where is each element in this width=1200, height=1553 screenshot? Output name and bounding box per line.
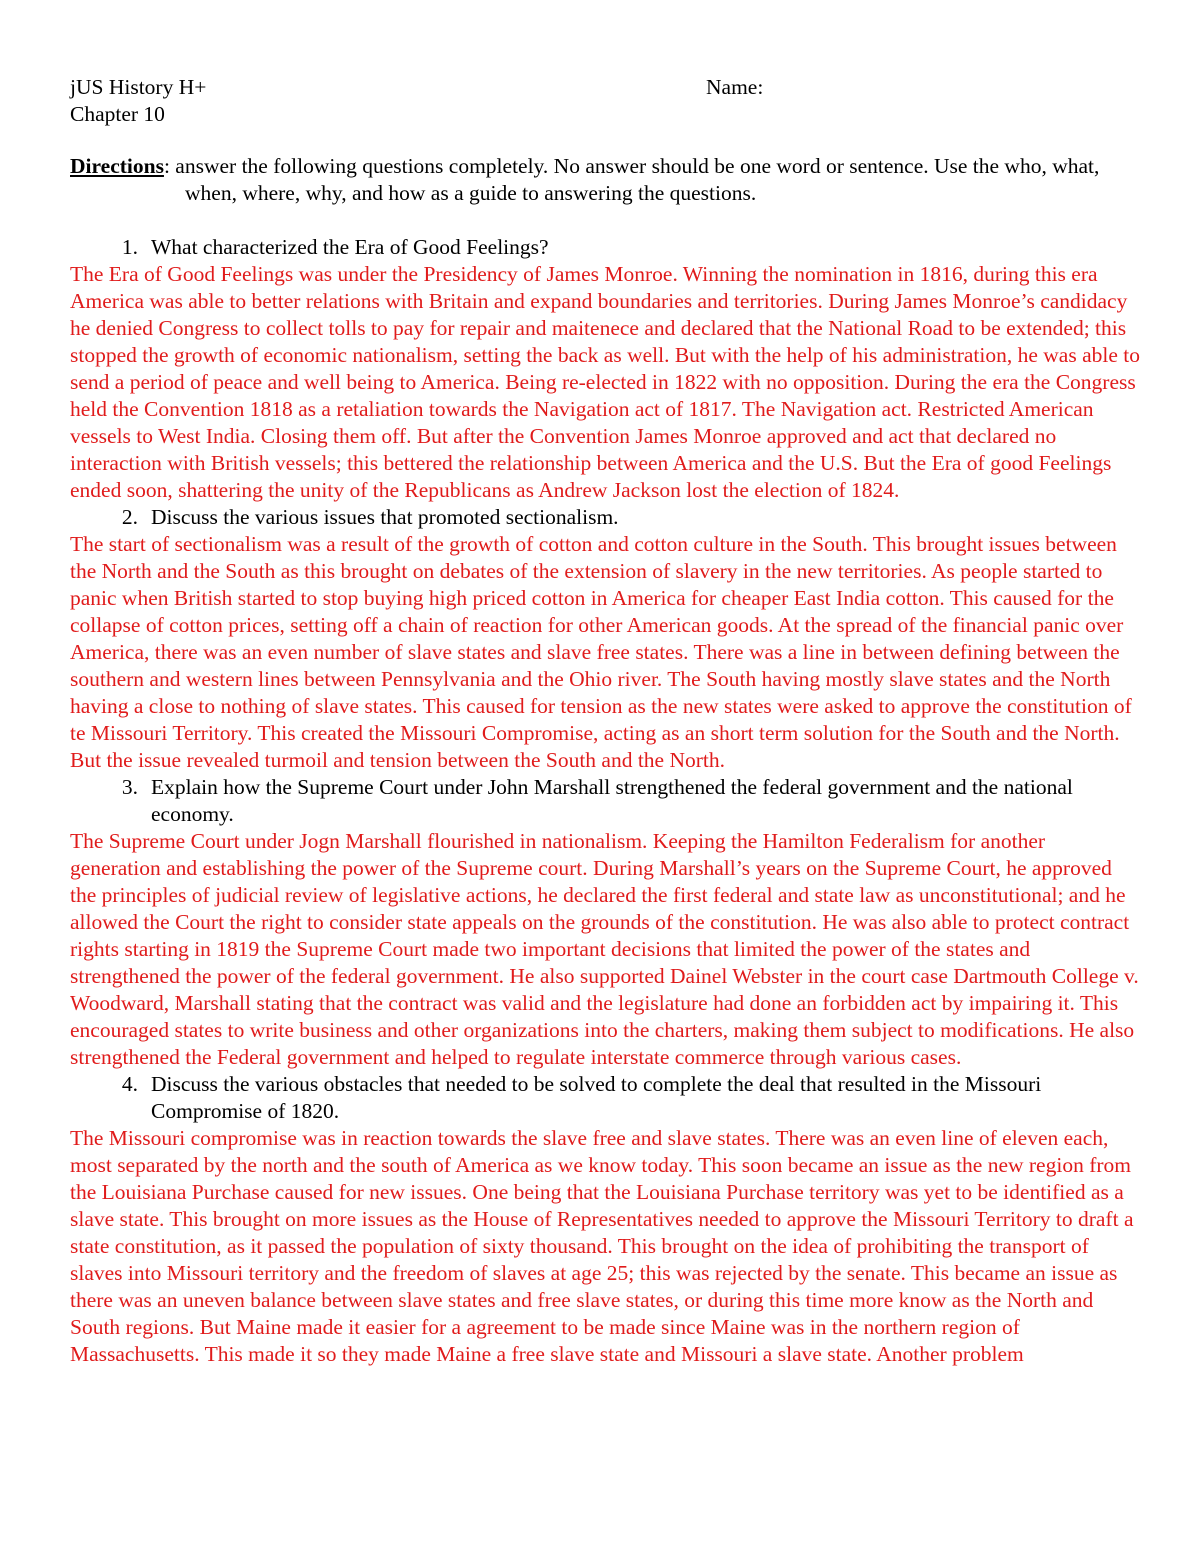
- directions: [70, 153, 1130, 207]
- directions-body: [70, 153, 1130, 207]
- question-number: 4.: [121, 1072, 138, 1096]
- question-item: [70, 504, 1140, 531]
- name-label: Name:: [706, 75, 764, 99]
- question-number: 2.: [121, 505, 138, 529]
- question-text: Explain how the Supreme Court under John Marshall strengthened the federal government and the national economy.: [151, 775, 1073, 826]
- question-number: 1.: [121, 235, 138, 259]
- question-item: [70, 774, 1140, 828]
- directions-label: Directions: [70, 154, 164, 178]
- answer-text: The Missouri compromise was in reaction towards the slave free and slave states. There was an even line of eleven each, most separated by the north and the south of America as we know today. This soon became an issue as the new region from the Louisiana Purchase caused for new issues. One being that the Louisiana Purchase territory was yet to be identified as a slave state. This brought on more issues as the House of Representatives needed to approve the Missouri Territory to draft a state constitution, as it passed the population of sixty thousand. This brought on the idea of prohibiting the transport of slaves into Missouri territory and the freedom of slaves at age 25; this was rejected by the senate. This became an issue as there was an uneven balance between slave states and free slave states, or during this time more know as the North and South regions. But Maine made it easier for a agreement to be made since Maine was in the northern region of Massachusetts. This made it so they made Maine a free slave state and Missouri a slave state. Another problem: [70, 1126, 1134, 1366]
- answer-text: The Era of Good Feelings was under the Presidency of James Monroe. Winning the nomination in 1816, during this era America was able to better relations with Britain and expand boundaries and territories. During James Monroe’s candidacy he denied Congress to collect tolls to pay for repair and maitenece and declared that the National Road to be extended; this stopped the growth of economic nationalism, setting the back as well. But with the help of his administration, he was able to send a period of peace and well being to America. Being re-elected in 1822 with no opposition. During the era the Congress held the Convention 1818 as a retaliation towards the Navigation act of 1817. The Navigation act. Restricted American vessels to West India. Closing them off. But after the Convention James Monroe approved and act that declared no interaction with British vessels; this bettered the relationship between America and the U.S. But the Era of good Feelings ended soon, shattering the unity of the Republicans as Andrew Jackson lost the election of 1824.: [70, 262, 1141, 502]
- chapter-title: Chapter 10: [70, 102, 165, 126]
- course-title: jUS History H+: [70, 75, 207, 99]
- question-text: Discuss the various issues that promoted sectionalism.: [151, 505, 619, 529]
- question-text: What characterized the Era of Good Feelings?: [151, 235, 549, 259]
- question-text: Discuss the various obstacles that needed to be solved to complete the deal that resulted in the Missouri Compromise of 1820.: [151, 1072, 1042, 1123]
- question-number: 3.: [121, 775, 138, 799]
- directions-text: : answer the following questions completely. No answer should be one word or sentence. Use the who, what, when, where, why, and how as a guide to answering the questions.: [163, 154, 1100, 205]
- question-item: [70, 1071, 1140, 1125]
- answer-text: The Supreme Court under Jogn Marshall flourished in nationalism. Keeping the Hamilton Federalism for another generation and establishing the power of the Supreme court. During Marshall’s years on the Supreme Court, he approved the principles of judicial review of legislative actions, he declared the first federal and state law as unconstitutional; and he allowed the Court the right to consider state appeals on the grounds of the constitution. He was also able to protect contract rights starting in 1819 the Supreme Court made two important decisions that limited the power of the states and strengthened the power of the federal government. He also supported Dainel Webster in the court case Dartmouth College v. Woodward, Marshall stating that the contract was valid and the legislature had done an forbidden act by impairing it. This encouraged states to write business and other organizations into the charters, making them subject to modifications. He also strengthened the Federal government and helped to regulate interstate commerce through various cases.: [70, 829, 1139, 1069]
- question-item: [70, 234, 1140, 261]
- answer-text: The start of sectionalism was a result of the growth of cotton and cotton culture in the South. This brought issues between the North and the South as this brought on debates of the extension of slavery in the new territories. As people started to panic when British started to stop buying high priced cotton in America for cheaper East India cotton. This caused for the collapse of cotton prices, setting off a chain of reaction for other American goods. At the spread of the financial panic over America, there was an even number of slave states and slave free states. There was a line in between defining between the southern and western lines between Pennsylvania and the Ohio river. The South having mostly slave states and the North having a close to nothing of slave states. This caused for tension as the new states were asked to approve the constitution of te Missouri Territory. This created the Missouri Compromise, acting as an short term solution for the South and the North. But the issue revealed turmoil and tension between the South and the North.: [70, 532, 1132, 772]
- questions-list: [70, 234, 1140, 1368]
